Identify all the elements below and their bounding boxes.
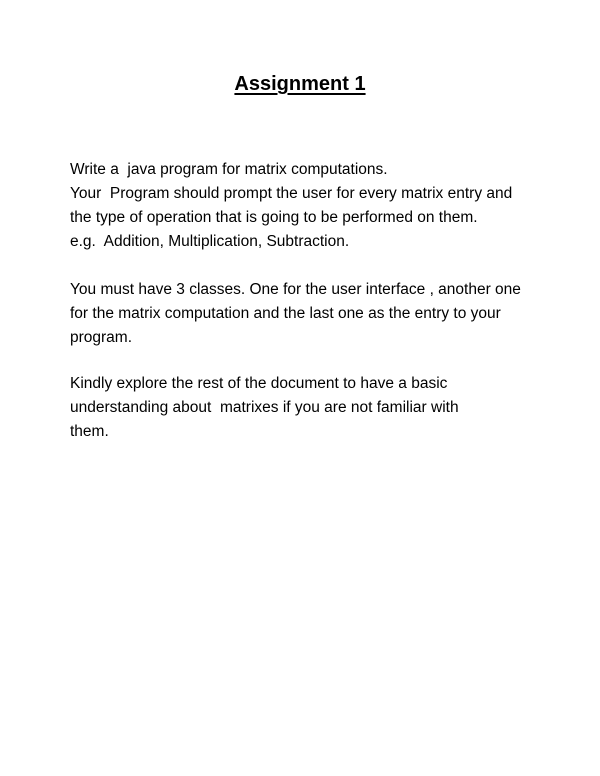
text-line: program. — [70, 329, 133, 346]
paragraph-classes — [70, 278, 521, 350]
page-title: Assignment 1 — [234, 73, 366, 95]
text-line: You must have 3 classes. One for the user interface , another one — [70, 281, 521, 298]
text-line: them. — [70, 423, 109, 440]
text-line: the type of operation that is going to be performed on them. — [70, 209, 478, 226]
text-line: understanding about matrixes if you are not familiar with — [70, 399, 459, 416]
text-line: Your Program should prompt the user for every matrix entry and — [70, 185, 513, 202]
text-line: e.g. Addition, Multiplication, Subtraction. — [70, 233, 350, 250]
text-line: Write a java program for matrix computations. — [70, 161, 388, 178]
paragraph-explore — [70, 372, 459, 444]
text-line: Kindly explore the rest of the document to have a basic — [70, 375, 448, 392]
text-line: for the matrix computation and the last one as the entry to your — [70, 305, 501, 322]
paragraph-instructions — [70, 158, 512, 254]
